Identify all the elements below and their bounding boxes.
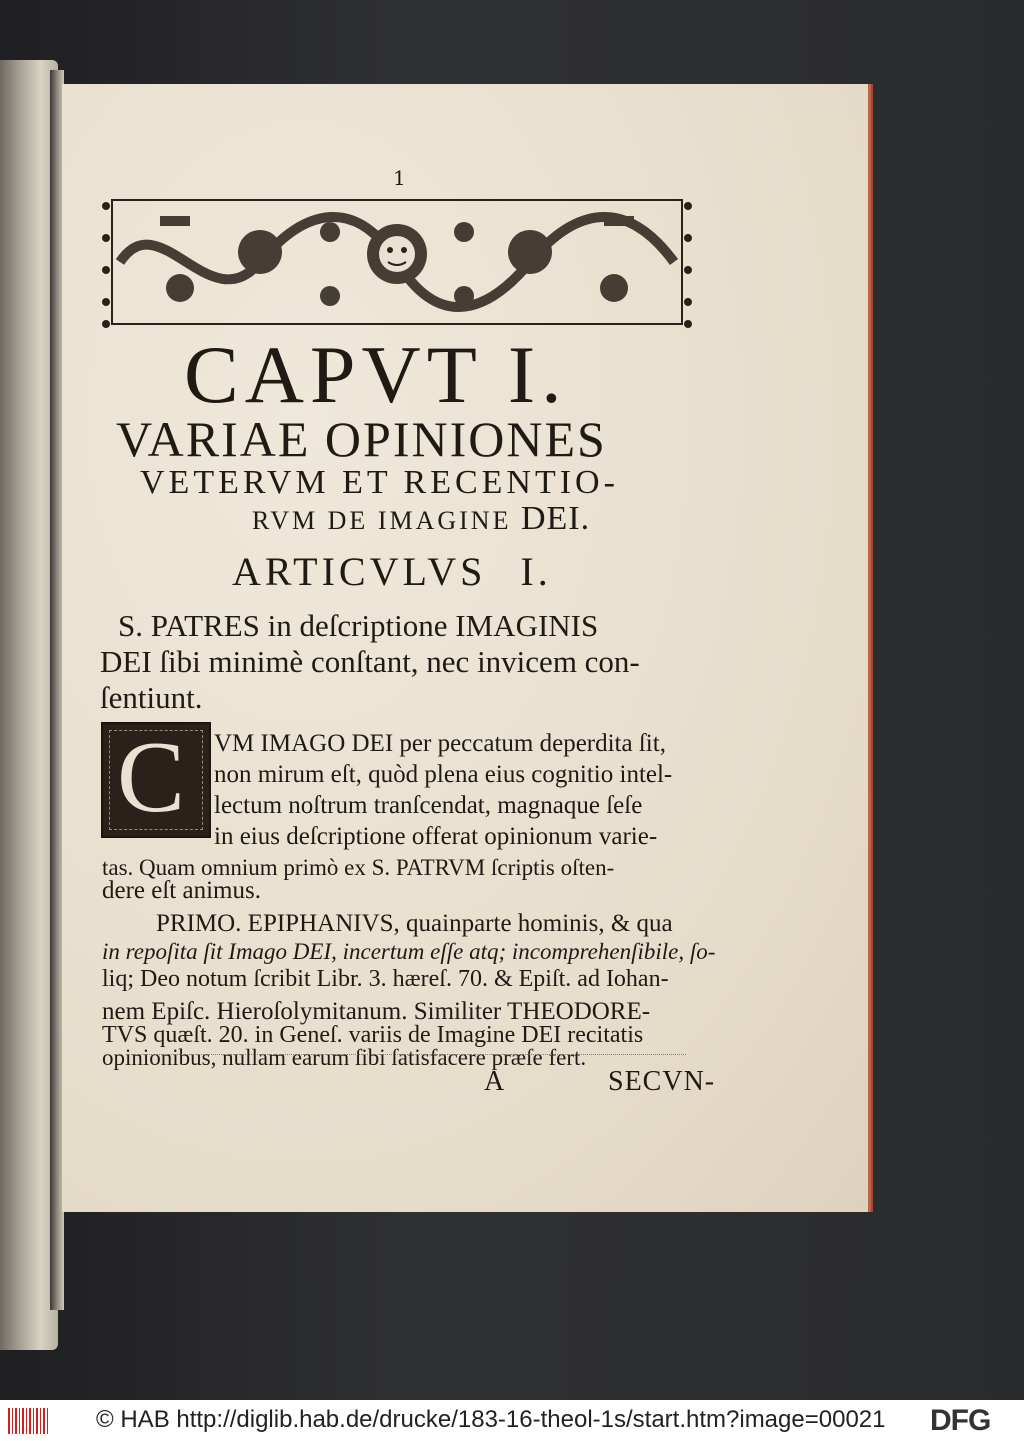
- article-number: I.: [520, 549, 552, 594]
- body-line: liq; Deo notum ſcribit Libr. 3. hæreſ. 70. & Epiſt. ad Iohan-: [102, 966, 669, 992]
- dfg-logo-icon[interactable]: DFG: [930, 1404, 991, 1437]
- summary-line: DEI ſibi minimè conſtant, nec invicem con-: [100, 644, 640, 679]
- summary-line: S. PATRES in deſcriptione IMAGINIS: [118, 608, 599, 643]
- body-line: non mirum eſt, quòd plena eius cognitio intel-: [214, 761, 673, 788]
- body-line-last: opinionibus, nullam earum ſibi ſatisfacere præſe fert.: [102, 1045, 587, 1070]
- body-line: TVS quæſt. 20. in Geneſ. variis de Imagine DEI recitatis: [102, 1022, 644, 1048]
- decorated-initial-icon: [101, 722, 211, 838]
- body-line: in repoſita ſit Imago DEI, incertum eſſe atq; incomprehenſibile, ſo-: [102, 939, 716, 964]
- drop-initial-letter: C: [117, 721, 186, 834]
- article-label: ARTICVLVS: [232, 549, 487, 594]
- subtitle-line-3: [252, 500, 590, 538]
- page-number: 1: [393, 166, 406, 190]
- article-summary: [100, 608, 640, 716]
- signature-mark: A: [484, 1066, 505, 1097]
- barcode-icon: [8, 1408, 48, 1434]
- body-line: dere eſt animus.: [102, 877, 261, 904]
- catchword: SECVN-: [608, 1066, 716, 1097]
- ornament-headpiece-icon: [100, 192, 694, 332]
- viewer-footer: [0, 1400, 1024, 1441]
- rule: [126, 1054, 686, 1056]
- body-line: tas. Quam omnium primò ex S. PATRVM ſcriptis oſten-: [102, 855, 615, 880]
- body-line: VM IMAGO DEI per peccatum deperdita ſit,: [214, 730, 666, 757]
- body-line: PRIMO. EPIPHANIVS, quainparte hominis, & qua: [156, 910, 673, 937]
- subtitle-line-3a: RVM DE IMAGINE: [252, 506, 512, 535]
- article-heading: [232, 548, 552, 595]
- subtitle-line-2: VETERVM ET RECENTIO-: [140, 464, 619, 501]
- subtitle-line-3b: DEI.: [520, 500, 591, 537]
- copyright-link[interactable]: © HAB http://diglib.hab.de/drucke/183-16-theol-1s/start.htm?image=00021: [96, 1406, 886, 1433]
- body-line: in eius deſcriptione offerat opinionum varie-: [214, 823, 658, 850]
- subtitle-line-1: VARIAE OPINIONES: [116, 411, 607, 467]
- summary-line: ſentiunt.: [100, 680, 203, 715]
- body-line: nem Epiſc. Hieroſolymitanum. Similiter THEODORE-: [102, 998, 651, 1025]
- chapter-title: CAPVT I.: [184, 329, 568, 420]
- body-line: lectum noſtrum tranſcendat, magnaque ſeſe: [214, 792, 643, 819]
